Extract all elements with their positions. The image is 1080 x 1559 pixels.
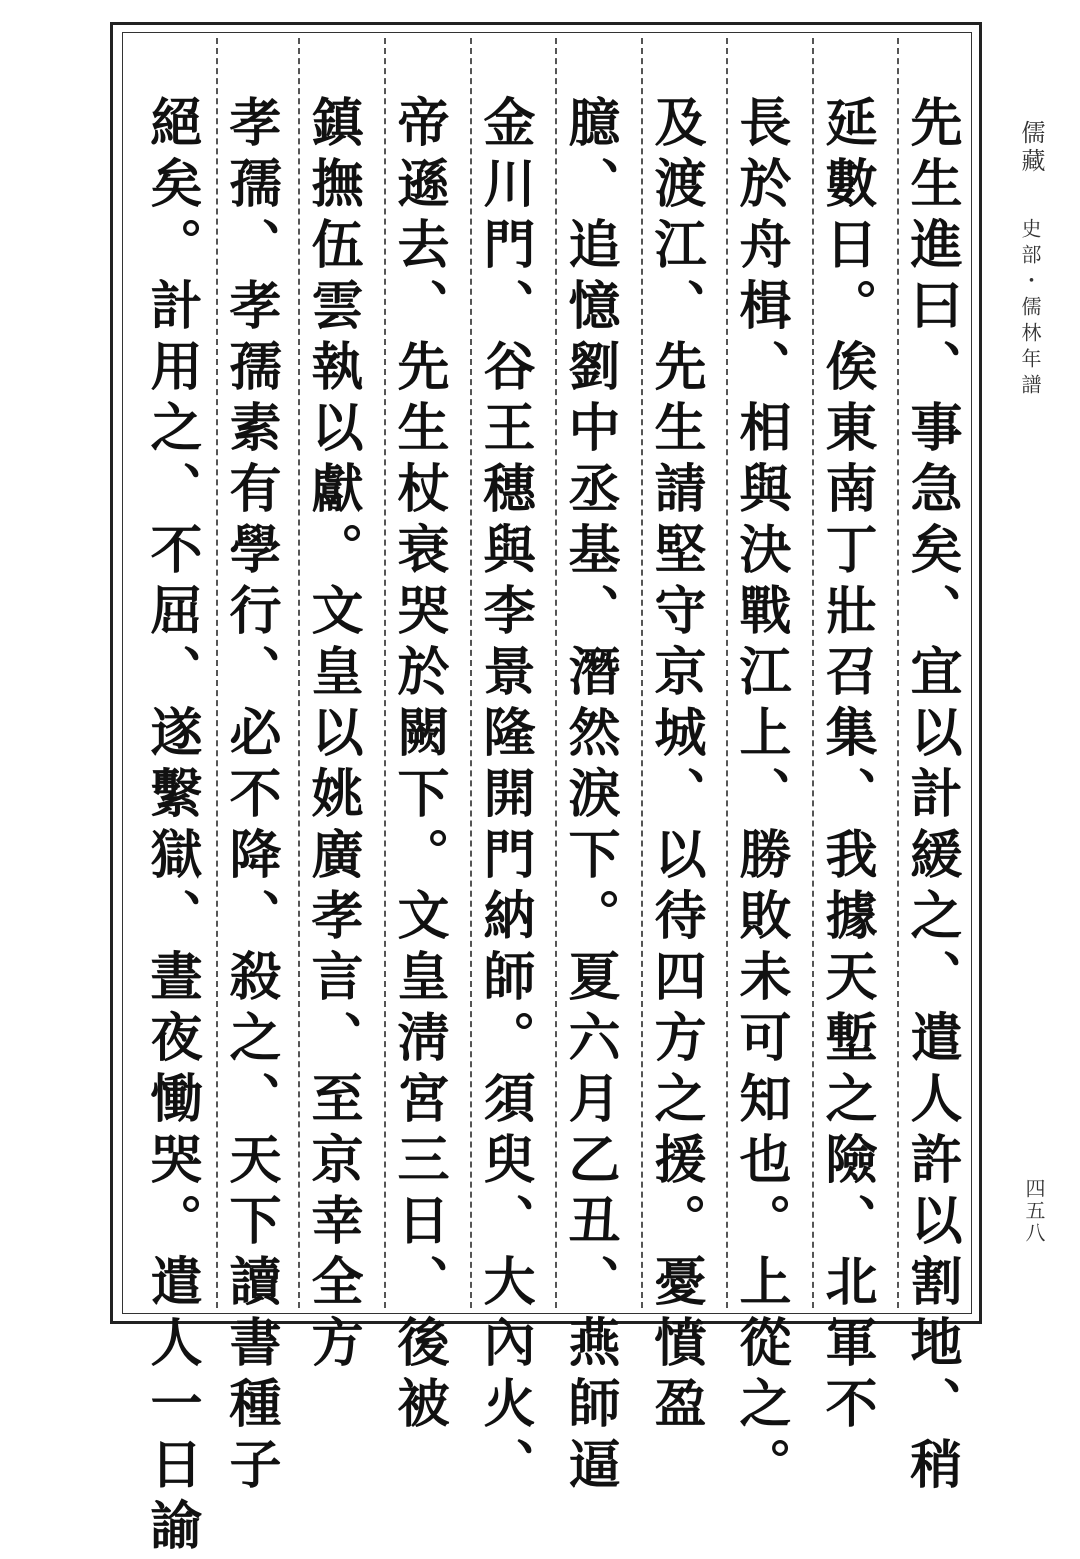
text-column-6 bbox=[473, 95, 535, 1498]
text-line: 及渡江、先生請堅守京城、以待四方之援。憂憤盈 bbox=[645, 95, 706, 1437]
text-column-1 bbox=[900, 95, 962, 1498]
text-line: 臆、追憶劉中丞基、潛然淚下。夏六月乙丑、燕師逼 bbox=[559, 95, 620, 1498]
column-divider bbox=[555, 38, 557, 1308]
column-divider bbox=[641, 38, 643, 1308]
text-column-9 bbox=[219, 95, 281, 1498]
column-divider bbox=[470, 38, 472, 1308]
text-column-8 bbox=[301, 95, 363, 1376]
text-column-10 bbox=[140, 95, 202, 1559]
text-column-5 bbox=[558, 95, 620, 1498]
column-divider bbox=[812, 38, 814, 1308]
column-divider bbox=[726, 38, 728, 1308]
column-divider bbox=[298, 38, 300, 1308]
column-divider bbox=[216, 38, 218, 1308]
page-number: 四五八 bbox=[1022, 1178, 1046, 1244]
column-divider bbox=[384, 38, 386, 1308]
text-column-7 bbox=[387, 95, 449, 1437]
text-line: 鎮撫伍雲執以獻。文皇以姚廣孝言、至京幸全方 bbox=[302, 95, 363, 1376]
text-line: 長於舟楫、相與決戰江上、勝敗未可知也。上從之。 bbox=[730, 95, 791, 1498]
text-column-3 bbox=[729, 95, 791, 1498]
column-divider bbox=[897, 38, 899, 1308]
collection-title: 儒藏 bbox=[1017, 120, 1045, 176]
text-line: 延數日。俟東南丁壯召集、我據天塹之險、北軍不 bbox=[816, 95, 877, 1437]
text-line: 帝遜去、先生杖衰哭於闕下。文皇淸宮三日、後被 bbox=[388, 95, 449, 1437]
text-line: 絕矣。計用之、不屈、遂繫獄、晝夜慟哭。遣人一日諭 bbox=[141, 95, 202, 1559]
text-line: 先生進曰、事急矣、宜以計緩之、遣人許以割地、稍 bbox=[901, 95, 962, 1498]
section-title: 史部・儒林年譜 bbox=[1018, 218, 1042, 400]
text-column-4 bbox=[644, 95, 706, 1437]
text-line: 孝孺、孝孺素有學行、必不降、殺之、天下讀書種子 bbox=[220, 95, 281, 1498]
text-line: 金川門、谷王穗與李景隆開門納師。須臾、大內火、 bbox=[474, 95, 535, 1498]
text-column-2 bbox=[815, 95, 877, 1437]
